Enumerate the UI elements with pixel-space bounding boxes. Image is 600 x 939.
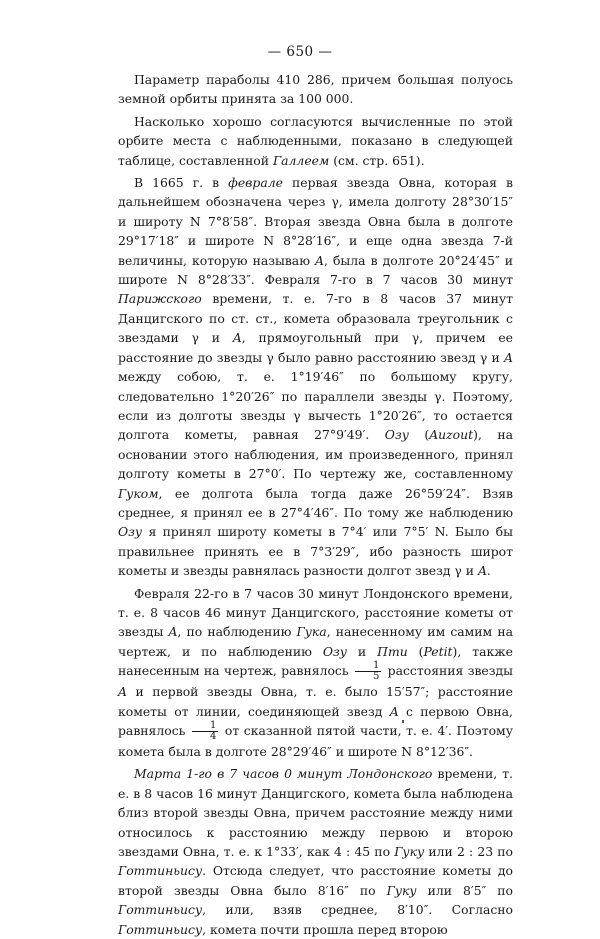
fraction-denominator: 5 <box>372 671 380 683</box>
star-letter: A <box>315 252 324 268</box>
text-span: , или, взяв среднее, 8′10″. Согласно <box>202 902 513 918</box>
name-italic: Готтиньису <box>118 863 203 879</box>
text-span: В 1665 г. в <box>134 175 229 191</box>
text-span: ), на основании этого наблюдения, им произведенного, принял долготу кометы в 27°0′. По чертежу же, составленному <box>118 427 513 482</box>
text-span: и первой звезды Овна, т. е. было 15′57″; расстояние кометы от линии, соединяющей звезд <box>118 684 513 719</box>
text-span: , была в долготе 20°24′45″ и широте N 8°28′33″. Февраля 7-го в 7 часов 30 минут <box>118 252 513 288</box>
text-span: Февраля 22-го в 7 часов 30 минут Лондонского времени, т. е. 8 часов 46 минут Данцигского, расстояние кометы от звезды <box>118 585 513 640</box>
text-span: времени, т. е. в 8 часов 16 минут Данцигского, комета была наблюдена близ второй звезды Овна, причем расстояние между ними относилось к расстоянию между первою и второю звездами Овна, т. е. к 1°33′, как 4 : 45 по <box>118 766 514 860</box>
text-span: между собою, т. е. 1°19′46″ по большому кругу, следовательно 1°20′26″ по параллели звезды γ. Поэтому, если из долготы звезды γ вычесть 1°20′26″, то остается долгота кометы, равная 27°9′49′. <box>118 369 513 443</box>
text-span: ( <box>407 643 424 659</box>
name-italic: Гуком <box>118 485 159 501</box>
name-italic: Auzout <box>429 427 474 443</box>
text-span: , ее долгота была тогда даже 26°59′24″. Взяв среднее, я принял ее в 27°4′46″. По тому же наблюдению <box>118 485 513 520</box>
text-span: ( <box>408 427 430 443</box>
name-italic: Гуку <box>394 844 425 860</box>
text-span: с первою Овна, равнялось <box>118 703 513 738</box>
paragraph-parabola-parameter <box>118 70 513 109</box>
star-letter: A <box>477 563 487 579</box>
text-span: расстояния звезды <box>383 663 514 679</box>
print-speck <box>402 720 404 723</box>
star-letter: A <box>168 624 178 640</box>
paragraph-1665-february <box>118 173 513 581</box>
text-span: (см. стр. 651). <box>329 152 425 168</box>
paragraph-february-22 <box>118 584 513 762</box>
paragraph-agreement <box>118 112 513 170</box>
name-italic: Гуку <box>386 882 417 898</box>
text-span: от сказанной пятой части, т. е. 4′. Поэтому комета была в долготе 28°29′46″ и широте N 8°12′36″. <box>118 723 513 759</box>
text-span: Насколько хорошо согласуются вычисленные по этой орбите места с наблюденными, показано в следующей таблице, составленной <box>118 113 513 168</box>
name-italic: Готтиньису <box>118 902 203 918</box>
page-number: — 650 — <box>267 44 333 60</box>
fraction-numerator: 1 <box>192 721 218 732</box>
text-span: , прямоугольный при γ, причем ее расстояние до звезды γ было равно расстоянию звезд γ и <box>118 330 513 365</box>
text-span: ), также нанесенным на чертеж, равнялось <box>118 643 513 679</box>
text-span: времени, т. е. 7-го в 8 часов 37 минут Данцигского по ст. ст., комета образовала треугольник с звездами γ и <box>118 291 513 346</box>
name-italic: Готтиньису <box>118 921 203 937</box>
text-span: , по наблюдению <box>177 624 297 640</box>
star-letter: A <box>389 703 399 719</box>
month-italic: феврале <box>228 175 283 191</box>
fraction-numerator: 1 <box>355 661 381 672</box>
fraction-denominator: 4 <box>209 731 217 742</box>
name-italic: Парижского <box>118 291 202 307</box>
text-span: , нанесенному им самим на чертеж, и по наблюдению <box>118 624 513 659</box>
star-letter: A <box>504 349 513 365</box>
date-italic: Марта 1-го в 7 часов 0 минут Лондонского <box>134 766 433 782</box>
name-italic: Озу <box>322 643 347 659</box>
name-italic: Petit <box>423 643 453 659</box>
name-italic: Пти <box>377 643 408 659</box>
body-text <box>118 70 513 939</box>
text-span: Параметр параболы 410 286, причем большая полуось земной орбиты принята за 100 000. <box>118 72 513 107</box>
text-span: . <box>486 563 491 579</box>
text-span: и <box>346 643 378 659</box>
name-italic: Гука <box>296 624 327 640</box>
text-span: первая звезда Овна, которая в дальнейшем обозначена через γ, имела долготу 28°30′15″ и широту N 7°8′58″. Вторая звезда Овна была в долготе 29°17′18″ и широте N 8°28′16″, и еще одна звезда 7-й величины, которую называю <box>118 175 513 268</box>
text-span: я принял широту кометы в 7°4′ или 7°5′ N. Было бы правильнее принять ее в 7°3′29″, ибо разность широт кометы и звезды равнялась разности долгот звезд γ и <box>118 524 513 579</box>
name-italic: Озу <box>384 427 409 443</box>
fraction-one-quarter <box>192 721 218 742</box>
name-italic: Галлеем <box>272 152 330 168</box>
text-span: , комета почти прошла перед второю <box>202 921 448 937</box>
text-span: или 8′5″ по <box>416 882 513 898</box>
paragraph-march-1 <box>118 764 513 939</box>
fraction-one-fifth <box>355 661 381 682</box>
star-letter: A <box>118 684 127 700</box>
name-italic: Озу <box>118 524 143 540</box>
text-span: или 2 : 23 по <box>424 844 514 860</box>
star-letter: A <box>232 330 242 346</box>
text-span: . Отсюда следует, что расстояние кометы до второй звезды Овна было 8′16″ по <box>118 863 513 898</box>
